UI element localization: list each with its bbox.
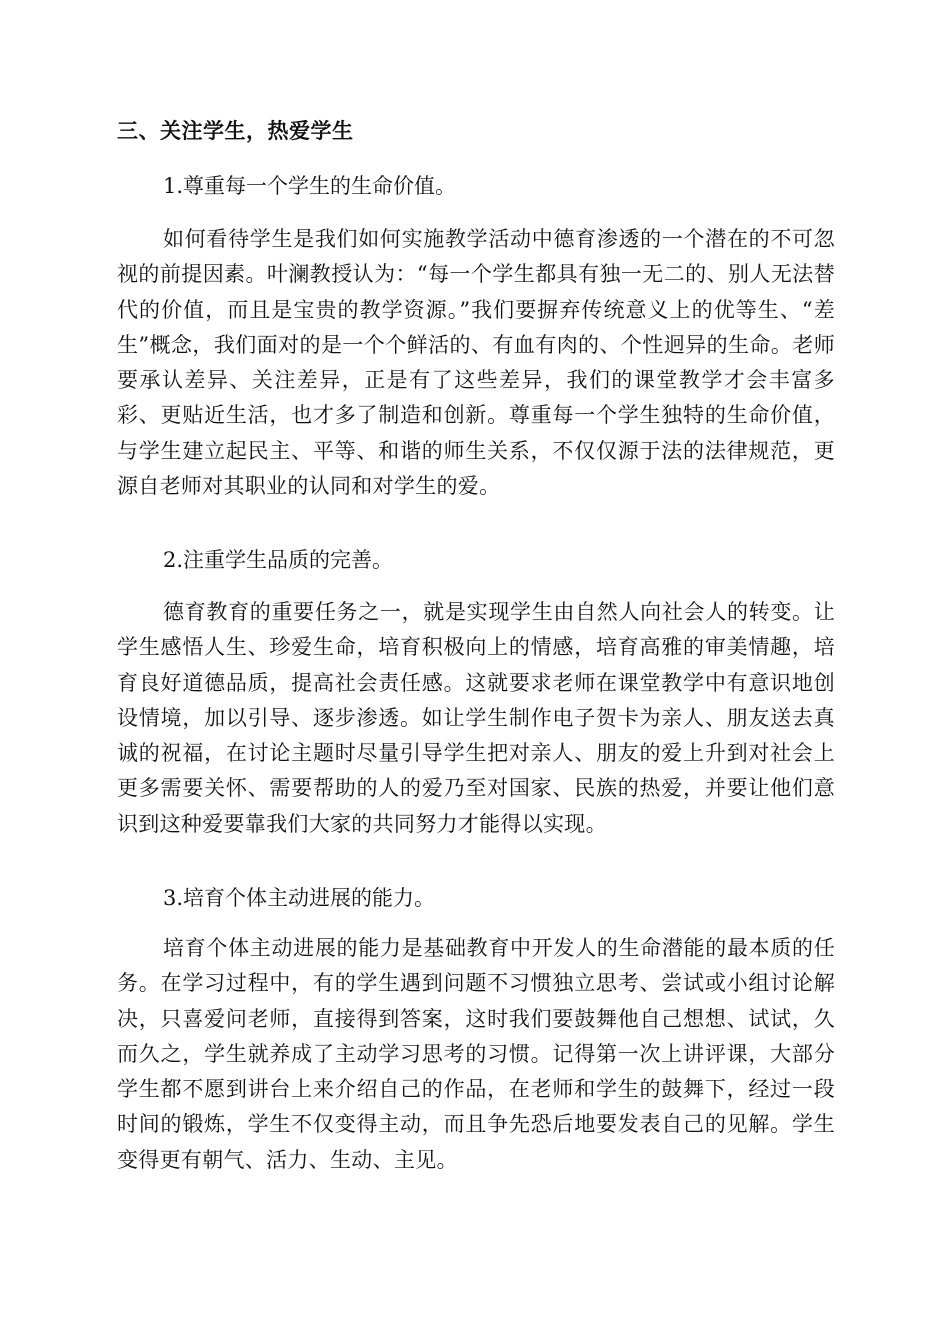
subheading-2: 2.注重学生品质的完善。 (163, 548, 394, 572)
section-heading: 三、关注学生，热爱学生 (117, 118, 354, 143)
paragraph-2: 德育教育的重要任务之一，就是实现学生由自然人向社会人的转变。让学生感悟人生、珍爱生命，培育积极向上的情感，培育高雅的审美情趣，培育良好道德品质，提高社会责任感。这就要求老师在课堂教学中有意识地创设情境，加以引导、逐步渗透。如让学生制作电子贺卡为亲人、朋友送去真诚的祝福，在讨论主题时尽量引导学生把对亲人、朋友的爱上升到对社会上更多需要关怀、需要帮助的人的爱乃至对国家、民族的热爱，并要让他们意识到这种爱要靠我们大家的共同努力才能得以实现。 (117, 600, 835, 836)
subheading-3: 3.培育个体主动进展的能力。 (163, 886, 436, 910)
paragraph-1: 如何看待学生是我们如何实施教学活动中德育渗透的一个潜在的不可忽视的前提因素。叶澜教授认为：“每一个学生都具有独一无二的、别人无法替代的价值，而且是宝贵的教学资源。”我们要摒弃传统意义上的优等生、“差生”概念，我们面对的是一个个鲜活的、有血有肉的、个性迥异的生命。老师要承认差异、关注差异，正是有了这些差异，我们的课堂教学才会丰富多彩、更贴近生活，也才多了制造和创新。尊重每一个学生独特的生命价值，与学生建立起民主、平等、和谐的师生关系，不仅仅源于法的法律规范，更源自老师对其职业的认同和对学生的爱。 (117, 227, 835, 499)
subheading-1: 1.尊重每一个学生的生命价值。 (163, 174, 457, 198)
paragraph-3: 培育个体主动进展的能力是基础教育中开发人的生命潜能的最本质的任务。在学习过程中，有的学生遇到问题不习惯独立思考、尝试或小组讨论解决，只喜爱问老师，直接得到答案，这时我们要鼓舞他自己想想、试试，久而久之，学生就养成了主动学习思考的习惯。记得第一次上讲评课，大部分学生都不愿到讲台上来介绍自己的作品，在老师和学生的鼓舞下，经过一段时间的锻炼，学生不仅变得主动，而且争先恐后地要发表自己的见解。学生变得更有朝气、活力、生动、主见。 (117, 936, 835, 1172)
